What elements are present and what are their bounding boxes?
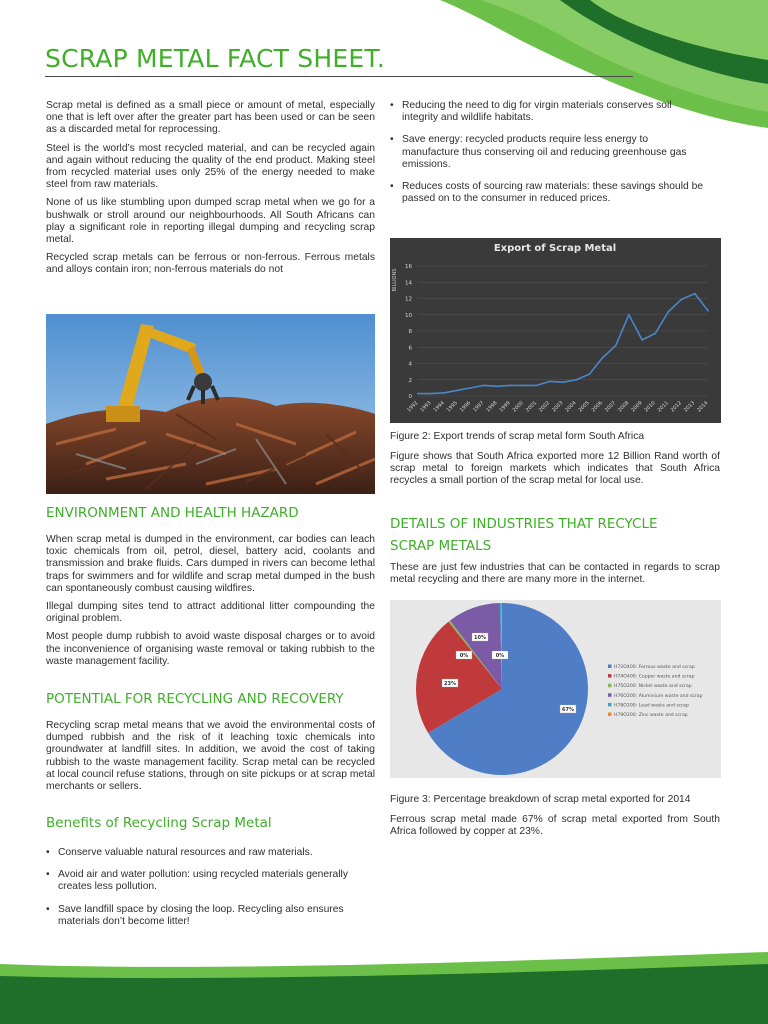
data-point <box>575 379 577 381</box>
benefit-item: • Save landfill space by closing the loop. Recycling also ensures materials don’t become litter! <box>46 904 356 928</box>
x-tick-label: 2012 <box>669 400 684 414</box>
benefits-heading: Benefits of Recycling Scrap Metal <box>46 815 272 831</box>
data-point <box>523 385 525 387</box>
legend-swatch <box>608 693 612 697</box>
data-point <box>615 345 617 347</box>
legend-swatch <box>608 703 612 707</box>
legend-label: H72O400: Ferrous waste and scrap <box>614 665 695 670</box>
y-tick-label: 0 <box>408 394 412 400</box>
footer-swoosh <box>0 950 768 1024</box>
x-tick-label: 1999 <box>498 400 512 414</box>
pie-data-label: 0% <box>495 653 505 659</box>
x-tick-label: 1998 <box>485 400 499 414</box>
y-tick-label: 14 <box>405 280 412 287</box>
scrap-breakdown-pie-chart <box>390 600 721 778</box>
x-tick-label: 2010 <box>643 400 657 414</box>
figure3-description <box>390 814 720 844</box>
intro-paragraph: Steel is the world’s most recycled material, and can be recycled again and again without reducing the quality of the end product. Making steel from recycled material uses only 25% of the energy needed to make steel from raw materials. <box>46 142 375 191</box>
figure3-text: Ferrous scrap metal made 67% of scrap metal exported from South Africa followed by copper at 23%. <box>390 814 720 838</box>
series-line <box>418 294 708 394</box>
figure2-description <box>390 451 720 494</box>
data-point <box>681 298 683 300</box>
x-tick-label: 2007 <box>603 400 618 414</box>
x-tick-label: 2006 <box>590 400 604 414</box>
environment-heading: ENVIRONMENT AND HEALTH HAZARD <box>46 505 299 521</box>
right-bullets-section <box>390 100 705 215</box>
pie-data-label: 23% <box>444 681 456 687</box>
data-point <box>654 333 656 335</box>
industries-heading-line2: SCRAP METALS <box>390 538 492 554</box>
right-bullet-item: • Reduces costs of sourcing raw materials: these savings should be passed on to the consumer in reduced prices. <box>390 181 705 205</box>
intro-section <box>46 100 375 283</box>
data-point <box>470 387 472 389</box>
x-tick-label: 2009 <box>630 400 644 414</box>
x-tick-label: 2000 <box>511 400 525 414</box>
intro-paragraph: None of us like stumbling upon dumped scrap metal when we go for a bushwalk or stroll around our neighbourhoods. All South Africans can play a significant role in reporting illegal dumping and recycling scrap metal. <box>46 197 375 246</box>
industries-text: These are just few industries that can be contacted in regards to scrap metal recycling and there are many more in the internet. <box>390 562 720 586</box>
recycling-paragraph: Recycling scrap metal means that we avoid the environmental costs of dumped rubbish and the risk of it leaching toxic chemicals into groundwater at landfill sites. In addition, we avoid the cost of taking rubbish to the waste management facility. Scrap metal can be recycled at local council refuse stations, through on site pickups or at scrap metal merchants or sellers. <box>46 720 375 793</box>
x-tick-label: 2003 <box>551 400 565 414</box>
x-tick-label: 2002 <box>537 400 552 414</box>
right-bullet-list <box>390 100 705 205</box>
y-axis-label: BILLIONS <box>392 268 398 292</box>
data-point <box>549 380 551 382</box>
x-tick-label: 1997 <box>472 400 486 414</box>
x-tick-label: 2013 <box>682 400 697 414</box>
x-tick-label: 1996 <box>458 400 473 414</box>
legend-swatch <box>608 713 612 717</box>
legend-label: H76O200: Aluminium waste and scrap <box>614 693 703 699</box>
recycling-section <box>46 720 375 799</box>
data-point <box>536 385 538 387</box>
intro-paragraph: Scrap metal is defined as a small piece or amount of metal, especially one that is left over after the greater part has been used or can be seen as a discarded metal for reprocessing. <box>46 100 375 136</box>
data-point <box>628 314 630 316</box>
figure2-text: Figure shows that South Africa exported more 12 Billion Rand worth of scrap metal to foreign markets which indicates that South Africa recycles a small portion of the scrap metal for local use. <box>390 451 720 487</box>
x-tick-label: 2001 <box>524 400 539 414</box>
chart-title: Export of Scrap Metal <box>493 243 617 254</box>
y-tick-label: 4 <box>408 361 412 368</box>
benefits-list <box>46 847 356 928</box>
data-point <box>602 357 604 359</box>
environment-paragraph: Most people dump rubbish to avoid waste disposal charges or to avoid the inconvenience of organising waste removal or taking rubbish to the waste management facility. <box>46 631 375 667</box>
benefits-section <box>46 847 356 938</box>
legend-swatch <box>608 665 612 669</box>
pie-data-label: 67% <box>562 707 574 713</box>
pie-data-label: 10% <box>474 635 486 641</box>
right-bullet-item: • Save energy: recycled products require less energy to manufacture thus conserving oil and reducing greenhouse gas emissions. <box>390 134 705 171</box>
legend-label: H79O200: Zinc waste and scrap <box>614 713 688 718</box>
environment-paragraph: When scrap metal is dumped in the environment, car bodies can leach toxic chemicals from oil, petrol, diesel, battery acid, coolants and transmission and brake fluids. Cars dumped in rivers can become lethal traps for swimmers and for wildlife and scrap metal dumped in the bush can spontaneously combust causing wildfires. <box>46 534 375 594</box>
figure3-caption: Figure 3: Percentage breakdown of scrap metal exported for 2014 <box>390 794 691 805</box>
data-point <box>641 339 643 341</box>
x-tick-label: 1994 <box>432 400 446 414</box>
recycling-heading: POTENTIAL FOR RECYCLING AND RECOVERY <box>46 691 344 707</box>
data-point <box>496 385 498 387</box>
benefit-item: • Avoid air and water pollution: using recycled materials generally creates less pollution. <box>46 869 356 893</box>
x-tick-label: 2005 <box>577 400 591 414</box>
industries-heading-line1: DETAILS OF INDUSTRIES THAT RECYCLE <box>390 516 658 532</box>
data-point <box>509 385 511 387</box>
x-tick-label: 1992 <box>406 400 420 414</box>
pie-data-label: 0% <box>459 653 469 659</box>
legend-swatch <box>608 674 612 678</box>
x-tick-label: 2014 <box>696 400 710 414</box>
title-divider <box>45 76 633 77</box>
y-tick-label: 8 <box>408 329 412 335</box>
legend-label: H75O200: Nickel waste and scrap <box>614 684 692 690</box>
data-point <box>457 389 459 391</box>
data-point <box>483 385 485 387</box>
y-tick-label: 10 <box>405 312 412 319</box>
intro-paragraph: Recycled scrap metals can be ferrous or non-ferrous. Ferrous metals and alloys contain iron; non-ferrous materials do not <box>46 252 375 276</box>
data-point <box>562 381 564 383</box>
export-line-chart <box>390 238 721 423</box>
legend-swatch <box>608 684 612 688</box>
environment-paragraph: Illegal dumping sites tend to attract additional litter compounding the original problem. <box>46 601 375 625</box>
data-point <box>707 310 709 312</box>
y-tick-label: 16 <box>405 264 412 270</box>
x-tick-label: 1995 <box>445 400 459 414</box>
data-point <box>443 392 445 394</box>
y-tick-label: 12 <box>405 296 412 303</box>
x-tick-label: 1993 <box>419 400 433 414</box>
scrap-yard-photo <box>46 314 375 494</box>
x-tick-label: 2008 <box>617 400 631 414</box>
x-tick-label: 2011 <box>656 400 670 414</box>
x-tick-label: 2004 <box>564 400 578 414</box>
data-point <box>588 373 590 375</box>
data-point <box>668 311 670 313</box>
legend-label: H74O400: Copper waste and scrap <box>614 674 695 680</box>
industries-section <box>390 562 720 592</box>
y-tick-label: 2 <box>408 377 412 384</box>
benefit-item: • Conserve valuable natural resources and raw materials. <box>46 847 356 859</box>
environment-section <box>46 534 375 674</box>
y-tick-label: 6 <box>408 345 412 352</box>
data-point <box>694 293 696 295</box>
legend-label: H78O200: Lead waste and scrap <box>614 703 689 709</box>
page-title: SCRAP METAL FACT SHEET. <box>45 44 386 73</box>
figure2-caption: Figure 2: Export trends of scrap metal form South Africa <box>390 431 645 442</box>
data-point <box>430 393 432 395</box>
right-bullet-item: • Reducing the need to dig for virgin materials conserves soil integrity and wildlife habitats. <box>390 100 705 124</box>
data-point <box>417 393 419 395</box>
